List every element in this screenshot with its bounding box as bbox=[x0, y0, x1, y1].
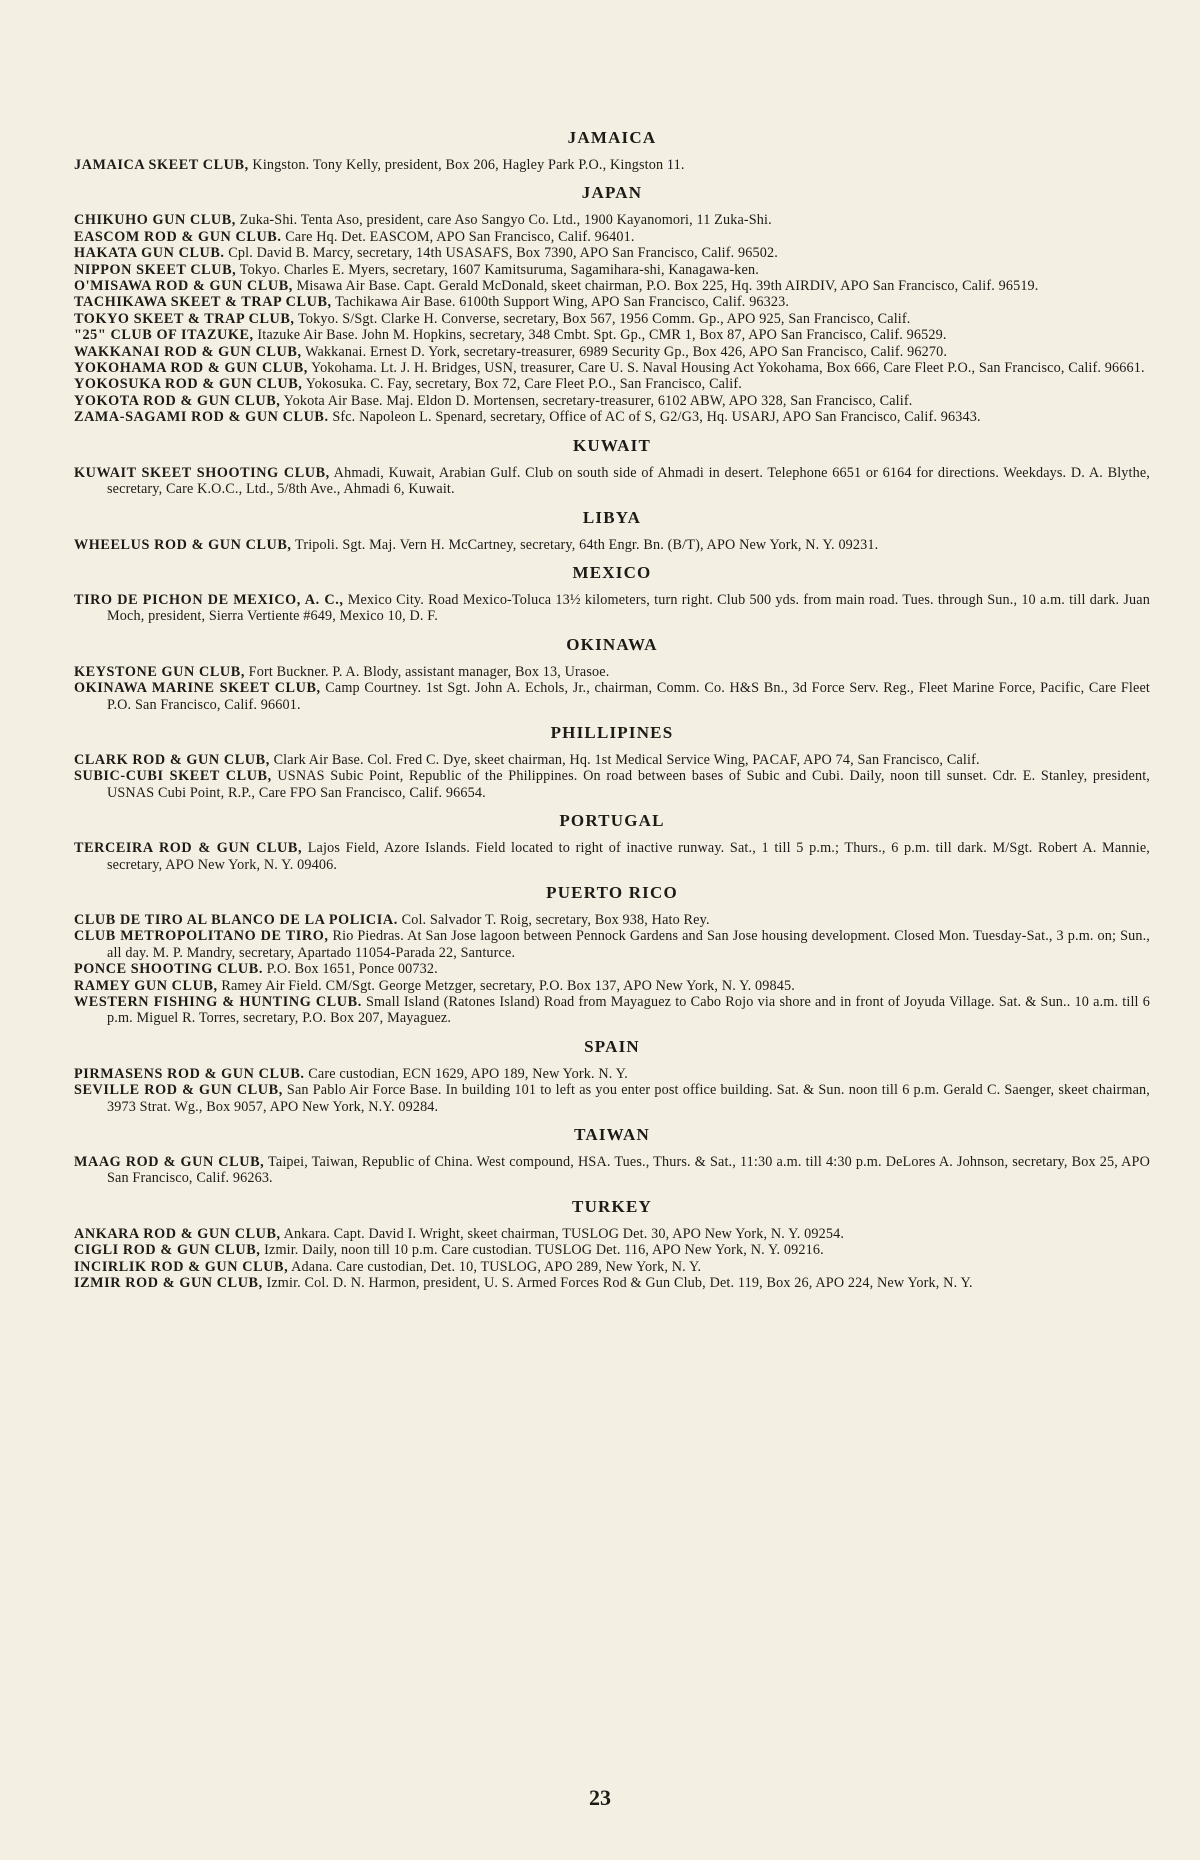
club-name: CIGLI ROD & GUN CLUB, bbox=[74, 1242, 261, 1259]
club-entry bbox=[74, 592, 1150, 625]
club-name: IZMIR ROD & GUN CLUB, bbox=[74, 1275, 263, 1292]
club-details: Misawa Air Base. Capt. Gerald McDonald, skeet chairman, P.O. Box 225, Hq. 39th AIRDIV, APO San Francisco, Calif. 96519. bbox=[292, 278, 1039, 295]
club-entry bbox=[74, 376, 1150, 392]
country-heading: PHILLIPINES bbox=[550, 722, 674, 742]
club-details: Tripoli. Sgt. Maj. Vern H. McCartney, secretary, 64th Engr. Bn. (B/T), APO New York, N. Y. 09231. bbox=[291, 536, 879, 553]
club-name: ANKARA ROD & GUN CLUB, bbox=[74, 1225, 281, 1242]
club-details: Yokosuka. C. Fay, secretary, Box 72, Care Fleet P.O., San Francisco, Calif. bbox=[302, 376, 742, 393]
club-details: Ahmadi, Kuwait, Arabian Gulf. Club on south side of Ahmadi in desert. Telephone 6651 or 6164 for directions. Weekdays. D. A. Blythe, secretary, Care K.O.C., Ltd., 5/8th Ave., Ahmadi 6, Kuwait. bbox=[107, 464, 1151, 498]
club-details: Ramey Air Field. CM/Sgt. George Metzger, secretary, P.O. Box 137, APO New York, N. Y. 09845. bbox=[217, 977, 795, 994]
country-section bbox=[74, 1197, 1150, 1292]
country-heading: TURKEY bbox=[572, 1196, 652, 1216]
club-entry bbox=[74, 278, 1150, 294]
country-section bbox=[74, 811, 1150, 873]
club-entry bbox=[74, 393, 1150, 409]
club-name: KEYSTONE GUN CLUB, bbox=[74, 663, 245, 680]
country-section bbox=[74, 563, 1150, 625]
country-section bbox=[74, 1125, 1150, 1187]
country-heading: JAMAICA bbox=[567, 128, 657, 147]
club-details: Col. Salvador T. Roig, secretary, Box 938, Hato Rey. bbox=[397, 911, 710, 928]
club-name: JAMAICA SKEET CLUB, bbox=[74, 157, 249, 173]
country-heading: OKINAWA bbox=[566, 634, 658, 654]
club-details: Itazuke Air Base. John M. Hopkins, secretary, 348 Cmbt. Spt. Gp., CMR 1, Box 87, APO San Francisco, Calif. 96529. bbox=[253, 327, 947, 344]
club-entry bbox=[74, 664, 1150, 680]
club-entry bbox=[74, 840, 1150, 873]
country-heading: PUERTO RICO bbox=[546, 882, 678, 902]
club-details: Zuka-Shi. Tenta Aso, president, care Aso Sangyo Co. Ltd., 1900 Kayanomori, 11 Zuka-Shi. bbox=[235, 212, 772, 229]
club-name: ZAMA-SAGAMI ROD & GUN CLUB. bbox=[74, 409, 329, 426]
country-section bbox=[74, 508, 1150, 553]
club-details: Tachikawa Air Base. 6100th Support Wing, APO San Francisco, Calif. 96323. bbox=[331, 294, 790, 311]
club-name: YOKOSUKA ROD & GUN CLUB, bbox=[74, 376, 303, 393]
club-name: INCIRLIK ROD & GUN CLUB, bbox=[74, 1258, 289, 1275]
club-entry bbox=[74, 1259, 1150, 1275]
club-name: WAKKANAI ROD & GUN CLUB, bbox=[74, 343, 302, 360]
club-details: Yokohama. Lt. J. H. Bridges, USN, treasurer, Care U. S. Naval Housing Act Yokohama, Box 666, Care Fleet P.O., San Francisco, Calif. 96661. bbox=[307, 360, 1145, 377]
club-details: Tokyo. S/Sgt. Clarke H. Converse, secretary, Box 567, 1956 Comm. Gp., APO 925, San Francisco, Calif. bbox=[294, 310, 911, 327]
country-section bbox=[74, 723, 1150, 801]
club-entry bbox=[74, 1226, 1150, 1242]
page-number: 23 bbox=[589, 1785, 611, 1810]
club-details: Kingston. Tony Kelly, president, Box 206, Hagley Park P.O., Kingston 11. bbox=[248, 157, 685, 173]
club-name: CLUB METROPOLITANO DE TIRO, bbox=[74, 928, 329, 945]
country-section bbox=[74, 436, 1150, 498]
club-entry bbox=[74, 294, 1150, 310]
club-entry bbox=[74, 360, 1150, 376]
country-heading: LIBYA bbox=[582, 507, 642, 527]
club-entry bbox=[74, 680, 1150, 713]
club-entry bbox=[74, 212, 1150, 228]
club-name: RAMEY GUN CLUB, bbox=[74, 977, 218, 994]
club-directory bbox=[74, 128, 1150, 1291]
club-name: MAAG ROD & GUN CLUB, bbox=[74, 1154, 265, 1171]
club-entry bbox=[74, 465, 1150, 498]
club-name: "25" CLUB OF ITAZUKE, bbox=[74, 327, 254, 344]
club-entry bbox=[74, 262, 1150, 278]
club-details: Izmir. Col. D. N. Harmon, president, U. S. Armed Forces Rod & Gun Club, Det. 119, Box 26, APO 224, New York, N. Y. bbox=[262, 1275, 973, 1292]
country-section bbox=[74, 1037, 1150, 1115]
club-entry bbox=[74, 912, 1150, 928]
club-entry bbox=[74, 537, 1150, 553]
club-details: Care Hq. Det. EASCOM, APO San Francisco, Calif. 96401. bbox=[281, 228, 635, 245]
club-entry bbox=[74, 409, 1150, 425]
club-entry bbox=[74, 245, 1150, 261]
club-name: KUWAIT SKEET SHOOTING CLUB, bbox=[74, 464, 330, 481]
club-details: Adana. Care custodian, Det. 10, TUSLOG, APO 289, New York, N. Y. bbox=[288, 1258, 702, 1275]
club-entry bbox=[74, 157, 1150, 173]
club-name: CLARK ROD & GUN CLUB, bbox=[74, 751, 270, 768]
club-entry bbox=[74, 1275, 1150, 1291]
club-details: Taipei, Taiwan, Republic of China. West compound, HSA. Tues., Thurs. & Sat., 11:30 a.m. till 4:30 p.m. DeLores A. Johnson, secretary, Box 25, APO San Francisco, Calif. 96263. bbox=[107, 1154, 1150, 1187]
club-entry bbox=[74, 311, 1150, 327]
country-heading: KUWAIT bbox=[572, 435, 652, 455]
club-name: SUBIC-CUBI SKEET CLUB, bbox=[74, 768, 272, 785]
club-details: Yokota Air Base. Maj. Eldon D. Mortensen, secretary-treasurer, 6102 ABW, APO 328, San Francisco, Calif. bbox=[280, 392, 913, 409]
club-name: PONCE SHOOTING CLUB. bbox=[74, 961, 263, 978]
club-name: TIRO DE PICHON DE MEXICO, A. C., bbox=[74, 591, 344, 608]
club-name: EASCOM ROD & GUN CLUB. bbox=[74, 228, 282, 245]
club-details: Cpl. David B. Marcy, secretary, 14th USASAFS, Box 7390, APO San Francisco, Calif. 96502. bbox=[224, 245, 778, 262]
club-entry bbox=[74, 1066, 1150, 1082]
country-section bbox=[74, 128, 1150, 173]
club-name: TACHIKAWA SKEET & TRAP CLUB, bbox=[74, 294, 332, 311]
club-details: Izmir. Daily, noon till 10 p.m. Care custodian. TUSLOG Det. 116, APO New York, N. Y. 09216. bbox=[260, 1242, 824, 1259]
club-details: Tokyo. Charles E. Myers, secretary, 1607 Kamitsuruma, Sagamihara-shi, Kanagawa-ken. bbox=[236, 261, 759, 278]
club-entry bbox=[74, 928, 1150, 961]
club-details: P.O. Box 1651, Ponce 00732. bbox=[262, 961, 438, 978]
club-name: WHEELUS ROD & GUN CLUB, bbox=[74, 536, 292, 553]
club-entry bbox=[74, 344, 1150, 360]
club-name: YOKOHAMA ROD & GUN CLUB, bbox=[74, 360, 308, 377]
club-name: OKINAWA MARINE SKEET CLUB, bbox=[74, 680, 321, 697]
country-heading: PORTUGAL bbox=[559, 811, 665, 831]
country-heading: MEXICO bbox=[572, 562, 652, 582]
club-entry bbox=[74, 768, 1150, 801]
club-entry bbox=[74, 1242, 1150, 1258]
club-name: TERCEIRA ROD & GUN CLUB, bbox=[74, 840, 303, 857]
club-name: HAKATA GUN CLUB. bbox=[74, 245, 225, 262]
club-details: Fort Buckner. P. A. Blody, assistant manager, Box 13, Urasoe. bbox=[244, 663, 610, 680]
club-name: TOKYO SKEET & TRAP CLUB, bbox=[74, 310, 295, 327]
club-details: Lajos Field, Azore Islands. Field located to right of inactive runway. Sat., 1 till 5 p.m.; Thurs., 6 p.m. till dark. M/Sgt. Robert A. Mannie, secretary, APO New York, N. Y. 09406. bbox=[107, 840, 1150, 873]
club-name: CHIKUHO GUN CLUB, bbox=[74, 212, 236, 229]
club-details: San Pablo Air Force Base. In building 101 to left as you enter post office building. Sat. & Sun. noon till 6 p.m. Gerald C. Saenger, skeet chairman, 3973 Strat. Wg., Box 9057, APO New York, N.Y. 09284. bbox=[107, 1082, 1150, 1115]
club-details: Camp Courtney. 1st Sgt. John A. Echols, Jr., chairman, Comm. Co. H&S Bn., 3d Force Serv. Reg., Fleet Marine Force, Pacific, Care Fleet P.O. San Francisco, Calif. 96601. bbox=[107, 680, 1150, 713]
club-entry bbox=[74, 978, 1150, 994]
club-name: PIRMASENS ROD & GUN CLUB. bbox=[74, 1065, 305, 1082]
club-details: Wakkanai. Ernest D. York, secretary-treasurer, 6989 Security Gp., Box 426, APO San Francisco, Calif. 96270. bbox=[301, 343, 948, 360]
club-details: Sfc. Napoleon L. Spenard, secretary, Office of AC of S, G2/G3, Hq. USARJ, APO San Francisco, Calif. 96343. bbox=[328, 409, 981, 426]
country-heading: JAPAN bbox=[581, 183, 643, 203]
club-details: Care custodian, ECN 1629, APO 189, New York. N. Y. bbox=[304, 1065, 628, 1082]
club-entry bbox=[74, 752, 1150, 768]
club-details: Rio Piedras. At San Jose lagoon between Pennock Gardens and San Jose housing development. Closed Mon. Tuesday-Sat., 3 p.m. on; Sun., all day. M. P. Mandry, secretary, Apartado 11054-Parada 22, Santurce. bbox=[107, 928, 1150, 961]
club-entry bbox=[74, 961, 1150, 977]
club-entry bbox=[74, 1154, 1150, 1187]
country-section bbox=[74, 183, 1150, 425]
club-name: YOKOTA ROD & GUN CLUB, bbox=[74, 392, 281, 409]
club-name: O'MISAWA ROD & GUN CLUB, bbox=[74, 278, 293, 295]
country-heading: TAIWAN bbox=[574, 1125, 650, 1145]
club-name: CLUB DE TIRO AL BLANCO DE LA POLICIA. bbox=[74, 911, 398, 928]
club-details: Clark Air Base. Col. Fred C. Dye, skeet chairman, Hq. 1st Medical Service Wing, PACAF, APO 74, San Francisco, Calif. bbox=[269, 751, 980, 768]
club-name: NIPPON SKEET CLUB, bbox=[74, 261, 237, 278]
club-details: USNAS Subic Point, Republic of the Philippines. On road between bases of Subic and Cubi. Daily, noon till sunset. Cdr. E. Stanley, president, USNAS Cubi Point, R.P., Care FPO San Francisco, Calif. 96654. bbox=[107, 768, 1150, 801]
club-details: Mexico City. Road Mexico-Toluca 13½ kilometers, turn right. Club 500 yds. from main road. Tues. through Sun., 10 a.m. till dark. Juan Moch, president, Sierra Vertiente #649, Mexico 10, D. F. bbox=[107, 591, 1150, 625]
club-entry bbox=[74, 327, 1150, 343]
club-entry bbox=[74, 229, 1150, 245]
club-details: Small Island (Ratones Island) Road from Mayaguez to Cabo Rojo via shore and in front of Joyuda Village. Sat. & Sun.. 10 a.m. till 6 p.m. Miguel R. Torres, secretary, P.O. Box 207, Mayaguez. bbox=[107, 994, 1150, 1027]
country-section bbox=[74, 635, 1150, 713]
club-entry bbox=[74, 994, 1150, 1027]
club-details: Ankara. Capt. David I. Wright, skeet chairman, TUSLOG Det. 30, APO New York, N. Y. 09254. bbox=[280, 1225, 845, 1242]
club-entry bbox=[74, 1082, 1150, 1115]
country-heading: SPAIN bbox=[584, 1036, 640, 1056]
club-name: WESTERN FISHING & HUNTING CLUB. bbox=[74, 994, 362, 1010]
club-name: SEVILLE ROD & GUN CLUB, bbox=[74, 1082, 283, 1099]
country-section bbox=[74, 883, 1150, 1027]
